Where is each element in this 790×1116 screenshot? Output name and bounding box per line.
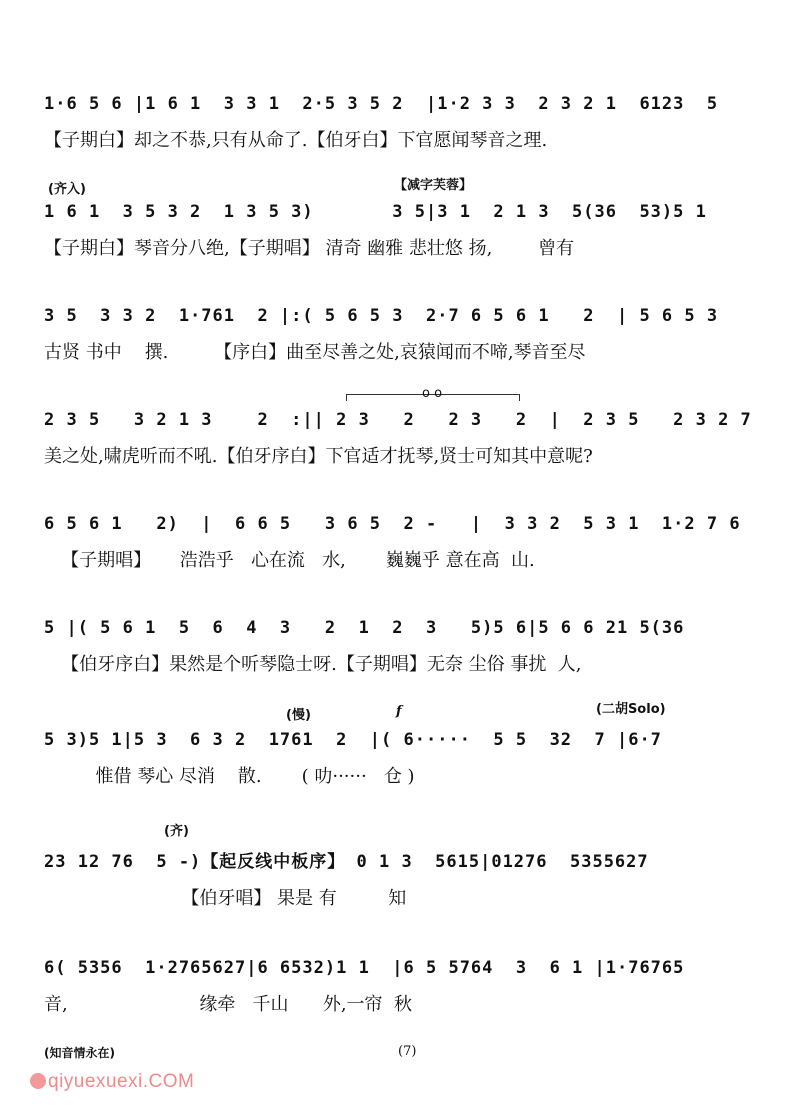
lyric-line: 【子期白】琴音分八绝,【子期唱】 清奇 幽雅 悲壮悠 扬, 曾有 bbox=[44, 238, 575, 259]
notation-line: 2 3 5 3 2 1 3 2 :|| 2 3 2 2 3 2 | 2 3 5 2 3 2 7 bbox=[44, 410, 752, 430]
page-number: (7) bbox=[398, 1044, 417, 1059]
annotation-man: (慢) bbox=[286, 708, 311, 723]
notation-line: 1 6 1 3 5 3 2 1 3 5 3) 3 5|3 1 2 1 3 5(36 53)5 1 bbox=[44, 202, 707, 222]
lyric-line: 音, 缘牵 千山 外,一帘 秋 bbox=[44, 994, 412, 1015]
notation-line: 6( 5356 1·2765627|6 6532)1 1 |6 5 5764 3 6 1 |1·76765 bbox=[44, 958, 685, 978]
annotation-erhu-solo: (二胡Solo) bbox=[596, 702, 666, 717]
notation-line: 5 |( 5 6 1 5 6 4 3 2 1 2 3 5)5 6|5 6 6 21 5(36 bbox=[44, 618, 685, 638]
watermark-logo-icon bbox=[30, 1073, 46, 1089]
annotation-forte: f bbox=[396, 704, 402, 719]
lyric-line: 【伯牙序白】果然是个听琴隐士呀.【子期唱】无奈 尘俗 事扰 人, bbox=[44, 654, 582, 675]
lyric-line: 【伯牙唱】 果是 有 知 bbox=[44, 888, 407, 909]
annotation-qi: (齐) bbox=[164, 824, 189, 839]
annotation-qi-ru: (齐入) bbox=[48, 182, 86, 197]
lyric-line: 美之处,啸虎听而不吼.【伯牙序白】下官适才抚琴,贤士可知其中意呢? bbox=[44, 446, 593, 467]
lyric-line: 惟借 琴心 尽消 散. ( 叻······ 仓 ) bbox=[44, 766, 415, 787]
lyric-line: 【子期唱】 浩浩乎 心在流 水, 巍巍乎 意在高 山. bbox=[44, 550, 535, 571]
watermark bbox=[30, 1071, 194, 1093]
notation-line: 6 5 6 1 2) | 6 6 5 3 6 5 2 - | 3 3 2 5 3 1 1·2 7 6 bbox=[44, 514, 741, 534]
notation-line: 1·6 5 6 |1 6 1 3 3 1 2·5 3 5 2 |1·2 3 3 2 3 2 1 6123 5 bbox=[44, 94, 719, 114]
notation-line: 23 12 76 5 -)【起反线中板序】 0 1 3 5615|01276 5355627 bbox=[44, 852, 649, 872]
notation-line: 5 3)5 1|5 3 6 3 2 1761 2 |( 6····· 5 5 32 7 |6·7 bbox=[44, 730, 662, 750]
annotation-jianzi-furong: 【减字芙蓉】 bbox=[394, 178, 473, 193]
annotation-circles: o o bbox=[422, 386, 443, 401]
lyric-line: 【子期白】却之不恭,只有从命了.【伯牙白】下官愿闻琴音之理. bbox=[44, 130, 548, 151]
watermark-text: qiyuexuexi.COM bbox=[48, 1071, 195, 1092]
lyric-line: 古贤 书中 撰. 【序白】曲至尽善之处,哀猿闻而不啼,琴音至尽 bbox=[44, 342, 586, 363]
footer-song-title: (知音情永在) bbox=[44, 1046, 115, 1060]
notation-line: 3 5 3 3 2 1·761 2 |:( 5 6 5 3 2·7 6 5 6 1 2 | 5 6 5 3 bbox=[44, 306, 719, 326]
